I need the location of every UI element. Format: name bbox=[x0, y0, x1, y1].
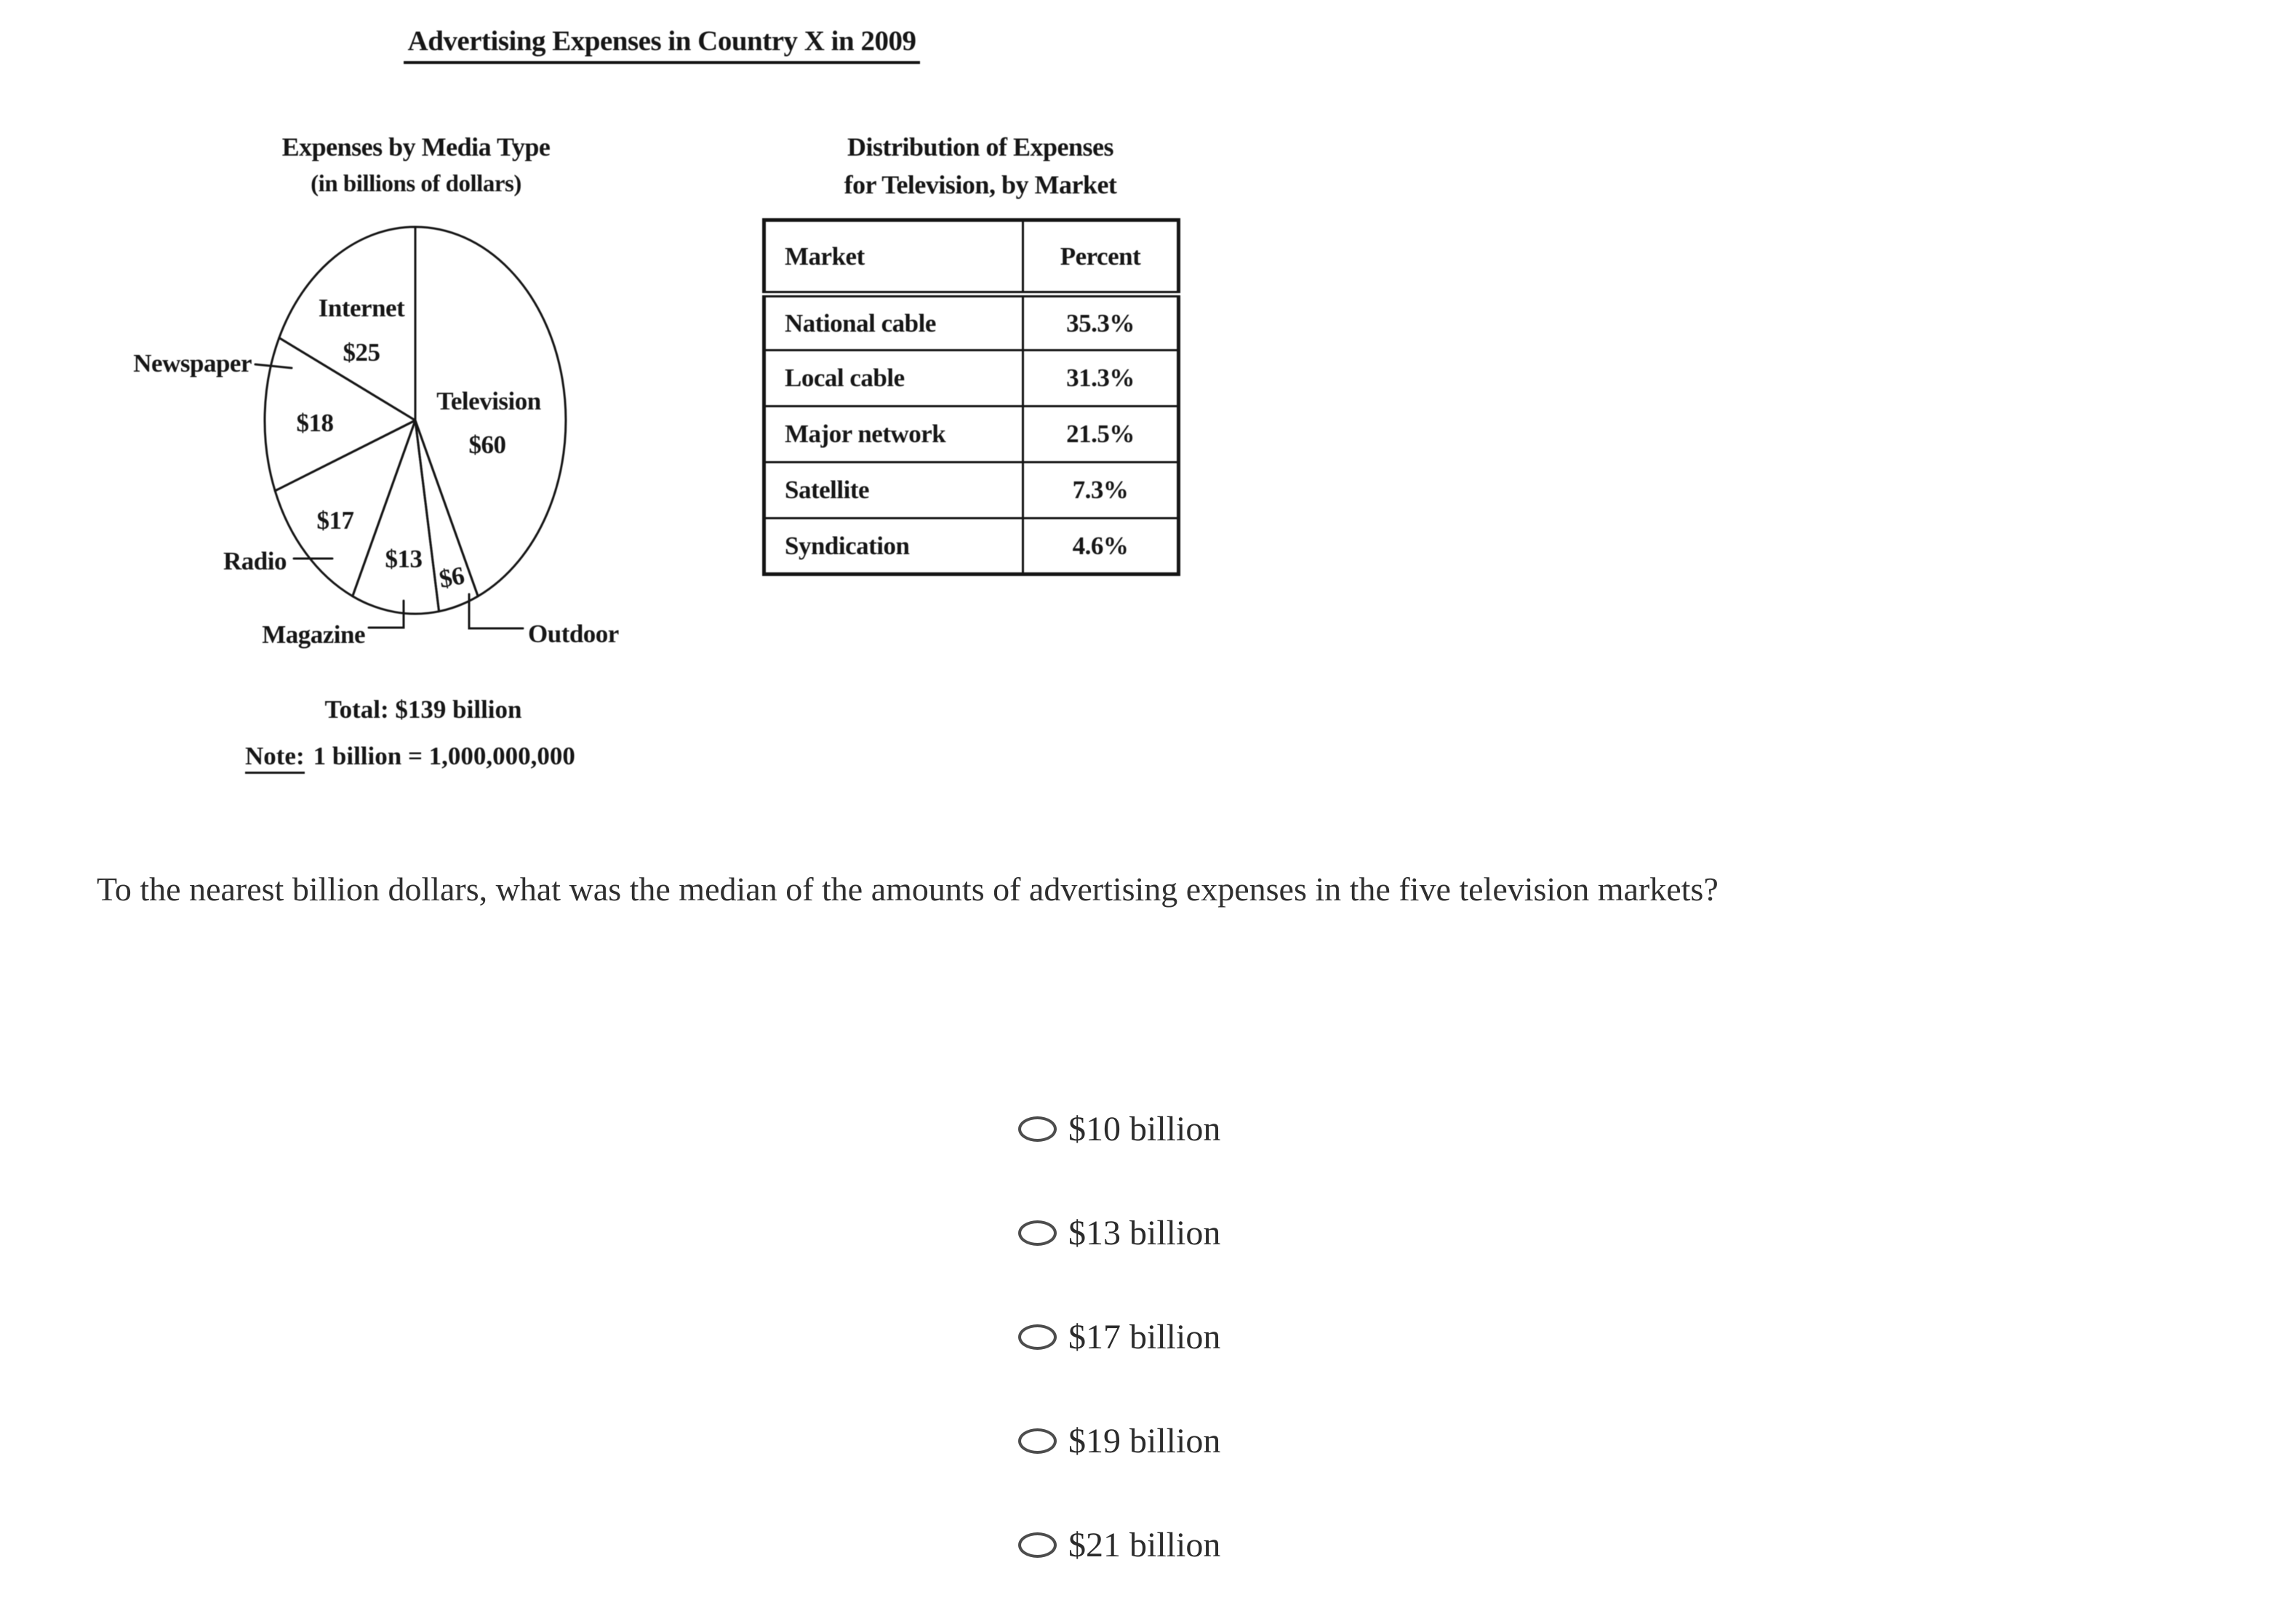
radio-button[interactable] bbox=[1018, 1428, 1057, 1454]
percent-cell: 21.5% bbox=[1023, 407, 1179, 463]
percent-cell: 31.3% bbox=[1023, 351, 1179, 407]
percent-cell: 35.3% bbox=[1023, 295, 1179, 351]
table-row bbox=[764, 463, 1179, 519]
pie-leader-line-newspaper bbox=[255, 364, 292, 368]
pie-label: $25 bbox=[343, 338, 380, 367]
market-cell: Syndication bbox=[764, 519, 1023, 575]
radio-button[interactable] bbox=[1018, 1116, 1057, 1142]
note-text: 1 billion = 1,000,000,000 bbox=[313, 742, 575, 770]
tv-market-table bbox=[762, 218, 1180, 576]
pie-heading-line1: Expenses by Media Type bbox=[281, 132, 551, 161]
percent-cell: 4.6% bbox=[1023, 519, 1179, 575]
pie-leader-line-magazine bbox=[369, 601, 404, 628]
answer-option-label: $21 billion bbox=[1068, 1526, 1221, 1564]
pie-label: Magazine bbox=[262, 620, 365, 649]
pie-leader-line-outdoor bbox=[469, 594, 523, 628]
pie-label: Radio bbox=[223, 547, 287, 575]
pie-label: Television bbox=[436, 387, 541, 415]
figure-scan bbox=[0, 0, 1273, 822]
pie-label: $13 bbox=[385, 545, 423, 573]
pie-label: Outdoor bbox=[528, 620, 619, 648]
answer-option-label: $13 billion bbox=[1068, 1214, 1221, 1252]
question-text: To the nearest billion dollars, what was the median of the amounts of advertising expenses in the five television markets? bbox=[97, 871, 1719, 908]
radio-button[interactable] bbox=[1018, 1324, 1057, 1350]
answer-option-label: $10 billion bbox=[1068, 1110, 1221, 1148]
column-header-market: Market bbox=[764, 220, 1023, 295]
radio-button[interactable] bbox=[1018, 1220, 1057, 1246]
pie-label: $17 bbox=[316, 506, 354, 535]
table-header-row bbox=[764, 220, 1179, 295]
market-cell: Local cable bbox=[764, 351, 1023, 407]
figure-title bbox=[342, 25, 982, 64]
pie-heading-line2: (in billions of dollars) bbox=[311, 171, 521, 197]
answer-option-4[interactable] bbox=[1018, 1417, 1220, 1465]
pie-chart-heading bbox=[212, 128, 620, 202]
pie-note-label bbox=[245, 742, 575, 771]
table-heading-line1: Distribution of Expenses bbox=[847, 132, 1114, 161]
answer-option-label: $19 billion bbox=[1068, 1422, 1221, 1460]
note-word: Note: bbox=[245, 742, 305, 774]
pie-label: Newspaper bbox=[133, 349, 252, 377]
answer-option-3[interactable] bbox=[1018, 1313, 1220, 1361]
market-cell: Satellite bbox=[764, 463, 1023, 519]
pie-total-label: Total: $139 billion bbox=[324, 695, 522, 724]
pie-label: $60 bbox=[468, 431, 506, 459]
table-row bbox=[764, 295, 1179, 351]
table-row bbox=[764, 351, 1179, 407]
answer-option-2[interactable] bbox=[1018, 1209, 1220, 1257]
market-cell: National cable bbox=[764, 295, 1023, 351]
table-row bbox=[764, 519, 1179, 575]
radio-button[interactable] bbox=[1018, 1532, 1057, 1558]
table-heading-line2: for Television, by Market bbox=[844, 170, 1117, 199]
answer-option-5[interactable] bbox=[1018, 1521, 1220, 1569]
percent-cell: 7.3% bbox=[1023, 463, 1179, 519]
pie-slice-newspaper bbox=[265, 338, 415, 491]
pie-label: $18 bbox=[296, 409, 334, 437]
pie-label: $6 bbox=[436, 561, 467, 593]
pie-label: Internet bbox=[318, 294, 405, 322]
pie-chart bbox=[124, 215, 640, 669]
pie-slice-internet bbox=[279, 227, 415, 420]
table-row bbox=[764, 407, 1179, 463]
answer-option-1[interactable] bbox=[1018, 1105, 1220, 1153]
column-header-percent: Percent bbox=[1023, 220, 1179, 295]
answer-options bbox=[1018, 1105, 1220, 1608]
figure-title-text: Advertising Expenses in Country X in 2009 bbox=[404, 25, 921, 64]
market-cell: Major network bbox=[764, 407, 1023, 463]
tv-table-heading bbox=[769, 128, 1191, 204]
answer-option-label: $17 billion bbox=[1068, 1318, 1221, 1356]
